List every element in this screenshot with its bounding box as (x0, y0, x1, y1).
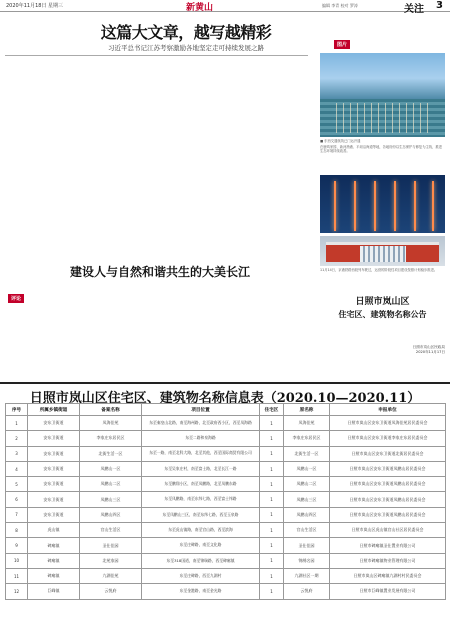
cell-col-applicant: 日照市岚山区虎山镇官山社区居民委员会 (330, 523, 446, 538)
cell-col-town: 安东卫街道 (28, 507, 80, 522)
photo-caption-3: 11月14日，京港铁路西段列车驶过，运营的阶段性项目建设按照计划稳步推进。 (320, 268, 438, 272)
cell-col-applicant: 日照市岚山区安东卫街道李家庄东居民委员会 (330, 431, 446, 446)
cell-col-applicant: 日照市岚山区安东卫街道凤海佳苑居民委员会 (330, 416, 446, 431)
table-row (6, 507, 446, 522)
photo-caption-1: ■ 东西交通航线已门运开通 (320, 139, 361, 143)
cell-col-residential: 1 (260, 568, 284, 583)
cell-col-number: 12 (6, 584, 28, 599)
cell-col-location: 东至秦皇山北路，南至海州路，北至政府西小区，西至凤海路 (142, 416, 260, 431)
cell-col-location: 东至凤鹏山三区，南至东纬七路，西至玉泉路 (142, 507, 260, 522)
header-col-town: 所属乡镇街道 (28, 404, 80, 416)
table-row (6, 461, 446, 476)
header-col-location: 项目位置 (142, 404, 260, 416)
commentary-tag: 评论 (8, 294, 24, 303)
divider (5, 55, 308, 56)
cell-col-number: 11 (6, 568, 28, 583)
page-number: 3 (436, 0, 443, 11)
table-title: 日照市岚山区住宅区、建筑物名称信息表（2020.10—2020.11） (0, 382, 450, 406)
cell-col-number: 7 (6, 507, 28, 522)
cell-col-town: 碑廓镇 (28, 553, 80, 568)
cell-col-town: 安东卫街道 (28, 431, 80, 446)
cell-col-town: 碑廓镇 (28, 568, 80, 583)
cell-col-location: 东至金港路，南至金光路 (142, 584, 260, 599)
cell-col-applicant: 日照市岚山区安东卫街道凤鹏山居民委员会 (330, 477, 446, 492)
cell-col-residential: 1 (260, 553, 284, 568)
cell-col-location: 东至二路和泉海路 (142, 431, 260, 446)
article2-body-col4 (245, 281, 313, 377)
page-header (0, 0, 450, 15)
cell-col-former-name: 云悦府 (284, 584, 330, 599)
cell-col-name: 凤海佳苑 (80, 416, 142, 431)
cell-col-location: 东至虎山镇路，南至官山路，西至滨海 (142, 523, 260, 538)
cell-col-residential: 1 (260, 492, 284, 507)
cell-col-number: 4 (6, 461, 28, 476)
cell-col-former-name: 凤海佳苑 (284, 416, 330, 431)
notice-body (320, 323, 445, 345)
cell-col-former-name: 凤鹏山四区 (284, 507, 330, 522)
section-name: 关注 (404, 4, 424, 15)
table-header-row (6, 404, 446, 416)
article1-title: 这篇大文章，越写越精彩 (100, 23, 272, 42)
cell-col-number: 10 (6, 553, 28, 568)
cell-col-location: 东至鹏翔小区，南至凤鹏路，北至凤鹏东路 (142, 477, 260, 492)
cell-col-name: 凤鹏山四区 (80, 507, 142, 522)
header-col-number: 序号 (6, 404, 28, 416)
cell-col-town: 安东卫街道 (28, 416, 80, 431)
cell-col-name: 凤鹏山二区 (80, 477, 142, 492)
issue-date: 2020年11月18日 星期三 (6, 3, 64, 9)
table-row (6, 538, 446, 553)
cell-col-location: 东至一路，南至北科大路，北至其他，西至国际商贸有限公司 (142, 446, 260, 461)
article2-body-col3 (174, 281, 242, 377)
cell-col-applicant: 日照市碑廓镇圣仕置业有限公司 (330, 538, 446, 553)
cell-col-applicant: 日照市碑廓镇物业管理有限公司 (330, 553, 446, 568)
cell-col-name: 云悦府 (80, 584, 142, 599)
cell-col-residential: 1 (260, 461, 284, 476)
cell-col-location: 东至吴家庄村，南至富士路，北至长江一路 (142, 461, 260, 476)
cell-col-residential: 1 (260, 416, 284, 431)
cell-col-applicant: 日照市巨峰镇置业发展有限公司 (330, 584, 446, 599)
header-col-applicant: 申报单位 (330, 404, 446, 416)
naming-notice (320, 291, 445, 375)
cell-col-name: 凤鹏山一区 (80, 461, 142, 476)
coastal-fishery-photo (320, 53, 445, 137)
table-row (6, 477, 446, 492)
cell-col-residential: 1 (260, 477, 284, 492)
cell-col-town: 安东卫街道 (28, 461, 80, 476)
cell-col-location: 东至凤鹏路，南至东纬七路，西至富士纬路 (142, 492, 260, 507)
cell-col-residential: 1 (260, 538, 284, 553)
cell-col-location: 东至318国道，南至锦瑞路，西至碑廓镇 (142, 553, 260, 568)
photo-caption-2: 在鹿鸣家园、新河渔港、平坦沿海道等地，各地纷纷以生态保护与修复为主线，推进生态环境持续改善。 (320, 145, 442, 154)
article1-body-col2 (83, 58, 157, 258)
cell-col-number: 2 (6, 431, 28, 446)
cell-col-number: 8 (6, 523, 28, 538)
table-row (6, 431, 446, 446)
cell-col-former-name: 北街生活一区 (284, 446, 330, 461)
table-row (6, 553, 446, 568)
article1-body-col4 (239, 58, 313, 258)
train-station-photo (320, 236, 445, 266)
table-row (6, 523, 446, 538)
article1-body-col3 (161, 58, 235, 258)
cell-col-former-name: 九湖社区一期 (284, 568, 330, 583)
cell-col-location: 东至庄碑路，西至九湖村 (142, 568, 260, 583)
cell-col-residential: 1 (260, 584, 284, 599)
table-row (6, 446, 446, 461)
cell-col-former-name: 圣仕佳园 (284, 538, 330, 553)
cell-col-name: 九湖佳苑 (80, 568, 142, 583)
night-construction-photo (320, 175, 445, 233)
table-row (6, 416, 446, 431)
header-col-residential: 住宅区 (260, 404, 284, 416)
cell-col-applicant: 日照市岚山区安东卫街道凤鹏山居民委员会 (330, 492, 446, 507)
header-col-former-name: 原名称 (284, 404, 330, 416)
cell-col-name: 北苑家园 (80, 553, 142, 568)
newspaper-logo: 新黄山 (186, 3, 214, 13)
cell-col-number: 6 (6, 492, 28, 507)
notice-title-line1: 日照市岚山区 (355, 297, 410, 307)
cell-col-applicant: 日照市岚山区安东卫街道北街居民委员会 (330, 446, 446, 461)
article1-body-col1 (5, 58, 79, 258)
header-col-name: 备案名称 (80, 404, 142, 416)
cell-col-residential: 1 (260, 507, 284, 522)
cell-col-former-name: 锦绣名园 (284, 553, 330, 568)
cell-col-location: 东至庄碑路，南至文化路 (142, 538, 260, 553)
cell-col-applicant: 日照市岚山区安东卫街道凤鹏山居民委员会 (330, 507, 446, 522)
cell-col-name: 凤鹏山三区 (80, 492, 142, 507)
cell-col-number: 3 (6, 446, 28, 461)
cell-col-town: 碑廓镇 (28, 538, 80, 553)
table-row (6, 584, 446, 599)
cell-col-name: 圣仕佳园 (80, 538, 142, 553)
cell-col-number: 5 (6, 477, 28, 492)
notice-date: 2020年11月17日 (415, 350, 445, 354)
article2-title: 建设人与自然和谐共生的大美长江 (69, 265, 250, 279)
cell-col-name: 李家庄东居民区 (80, 431, 142, 446)
cell-col-residential: 1 (260, 431, 284, 446)
cell-col-name: 官山生活区 (80, 523, 142, 538)
cell-col-former-name: 凤鹏山三区 (284, 492, 330, 507)
cell-col-applicant: 日照市岚山区安东卫街道凤鹏山居民委员会 (330, 461, 446, 476)
cell-col-town: 安东卫街道 (28, 477, 80, 492)
article2-body-col1 (32, 281, 100, 377)
cell-col-former-name: 凤鹏山二区 (284, 477, 330, 492)
cell-col-applicant: 日照市岚山区碑廓镇九湖村村民委员会 (330, 568, 446, 583)
cell-col-former-name: 官山生活区 (284, 523, 330, 538)
cell-col-town: 安东卫街道 (28, 492, 80, 507)
cell-col-town: 安东卫街道 (28, 446, 80, 461)
cell-col-town: 巨峰镇 (28, 584, 80, 599)
table-row (6, 492, 446, 507)
cell-col-residential: 1 (260, 446, 284, 461)
photos-tag: 图片 (334, 40, 350, 49)
article1-subtitle: 习近平总书记江苏考察激励各地坚定走可持续发展之路 (108, 44, 264, 52)
cell-col-former-name: 凤鹏山一区 (284, 461, 330, 476)
table-row (6, 568, 446, 583)
cell-col-number: 1 (6, 416, 28, 431)
names-table (5, 403, 446, 600)
cell-col-name: 北街生活一区 (80, 446, 142, 461)
notice-title-line2: 住宅区、建筑物名称公告 (338, 310, 427, 319)
cell-col-town: 虎山镇 (28, 523, 80, 538)
cell-col-residential: 1 (260, 523, 284, 538)
cell-col-number: 9 (6, 538, 28, 553)
notice-issuer: 日照市岚山区民政局 (412, 345, 445, 349)
editors-line: 编辑 李青 校对 罗涛 (322, 3, 358, 8)
cell-col-former-name: 李家庄东居民区 (284, 431, 330, 446)
article2-body-col2 (103, 281, 171, 377)
